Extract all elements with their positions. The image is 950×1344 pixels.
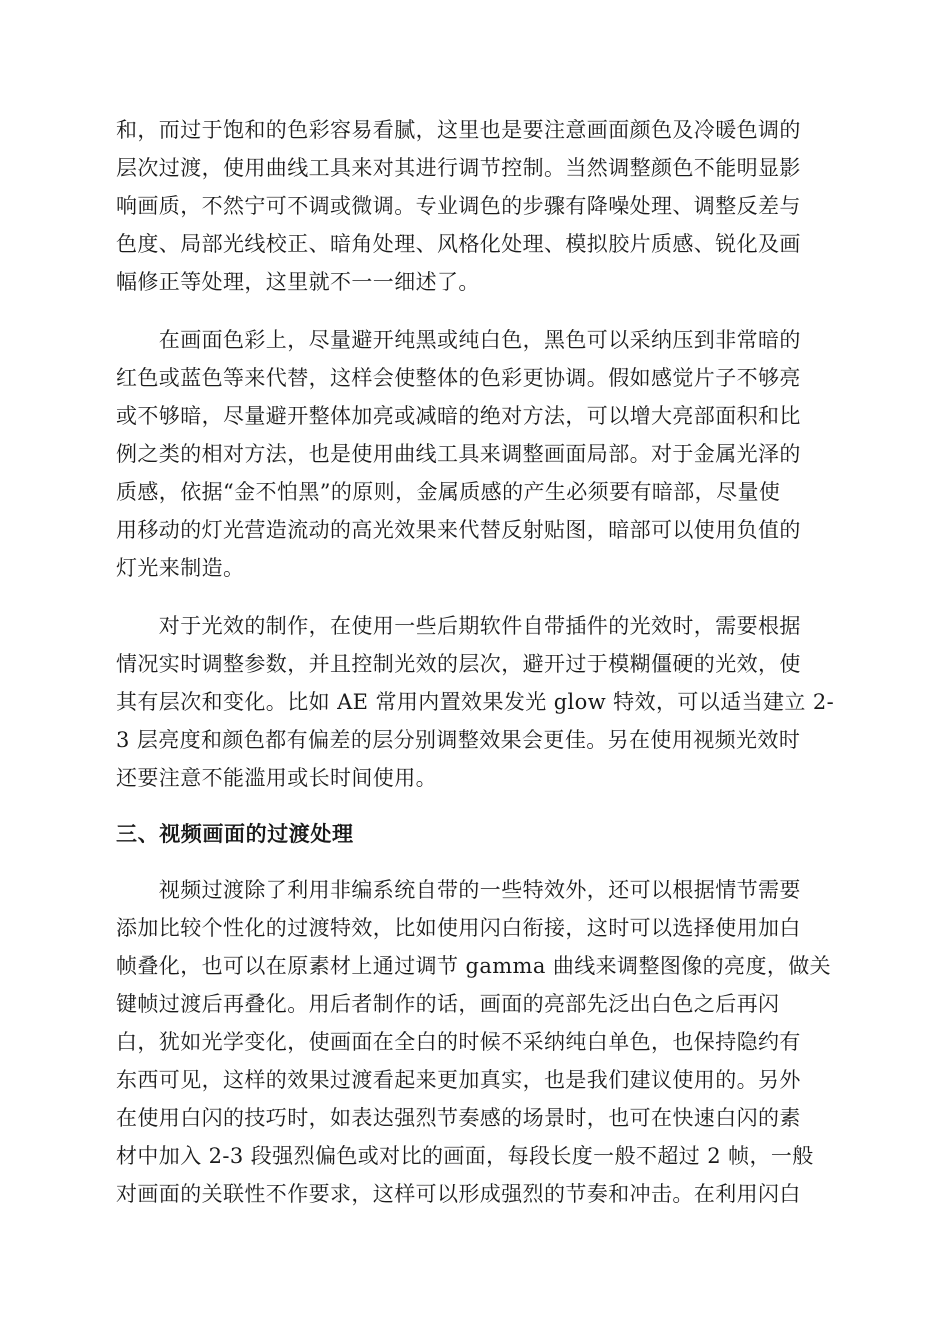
text-line: 添加比较个性化的过渡特效，比如使用闪白衔接，这时可以选择使用加白: [116, 916, 801, 940]
text-line: 层次过渡，使用曲线工具来对其进行调节控制。当然调整颜色不能明显影: [116, 156, 801, 180]
text-line: 在画面色彩上，尽量避开纯黑或纯白色，黑色可以采纳压到非常暗的: [116, 328, 801, 352]
text-line: 红色或蓝色等来代替，这样会使整体的色彩更协调。假如感觉片子不够亮: [116, 366, 801, 390]
text-line: 灯光来制造。: [116, 556, 245, 580]
text-line: 或不够暗，尽量避开整体加亮或减暗的绝对方法，可以增大亮部面积和比: [116, 404, 801, 428]
text-line: 质感，依据“金不怕黑”的原则，金属质感的产生必须要有暗部，尽量使: [116, 480, 781, 504]
text-line: 例之类的相对方法，也是使用曲线工具来调整画面局部。对于金属光泽的: [116, 442, 801, 466]
text-line: 情况实时调整参数，并且控制光效的层次，避开过于模糊僵硬的光效，使: [116, 652, 801, 676]
text-line: 响画质，不然宁可不调或微调。专业调色的步骤有降噪处理、调整反差与: [116, 194, 801, 218]
text-line: 白，犹如光学变化，使画面在全白的时候不采纳纯白单色，也保持隐约有: [116, 1030, 801, 1054]
text-line: 用移动的灯光营造流动的高光效果来代替反射贴图，暗部可以使用负值的: [116, 518, 801, 542]
text-line: 键帧过渡后再叠化。用后者制作的话，画面的亮部先泛出白色之后再闪: [116, 992, 780, 1016]
text-line: 还要注意不能滥用或长时间使用。: [116, 766, 437, 790]
text-line: 对画面的关联性不作要求，这样可以形成强烈的节奏和冲击。在利用闪白: [116, 1182, 801, 1206]
text-line: 帧叠化，也可以在原素材上通过调节 gamma 曲线来调整图像的亮度，做关: [116, 954, 832, 978]
text-line: 材中加入 2-3 段强烈偏色或对比的画面，每段长度一般不超过 2 帧，一般: [116, 1144, 814, 1168]
text-line: 色度、局部光线校正、暗角处理、风格化处理、模拟胶片质感、锐化及画: [116, 232, 801, 256]
section-heading: 三、视频画面的过渡处理: [116, 821, 354, 846]
text-line: 其有层次和变化。比如 AE 常用内置效果发光 glow 特效，可以适当建立 2-: [116, 690, 835, 714]
text-line: 在使用白闪的技巧时，如表达强烈节奏感的场景时，也可在快速白闪的素: [116, 1106, 801, 1130]
text-line: 视频过渡除了利用非编系统自带的一些特效外，还可以根据情节需要: [116, 878, 801, 902]
text-line: 幅修正等处理，这里就不一一细述了。: [116, 270, 480, 294]
text-line: 3 层亮度和颜色都有偏差的层分别调整效果会更佳。另在使用视频光效时: [116, 728, 801, 752]
text-line: 东西可见，这样的效果过渡看起来更加真实，也是我们建议使用的。另外: [116, 1068, 801, 1092]
text-line: 和，而过于饱和的色彩容易看腻，这里也是要注意画面颜色及冷暖色调的: [116, 118, 801, 142]
text-line: 对于光效的制作，在使用一些后期软件自带插件的光效时，需要根据: [116, 614, 801, 638]
